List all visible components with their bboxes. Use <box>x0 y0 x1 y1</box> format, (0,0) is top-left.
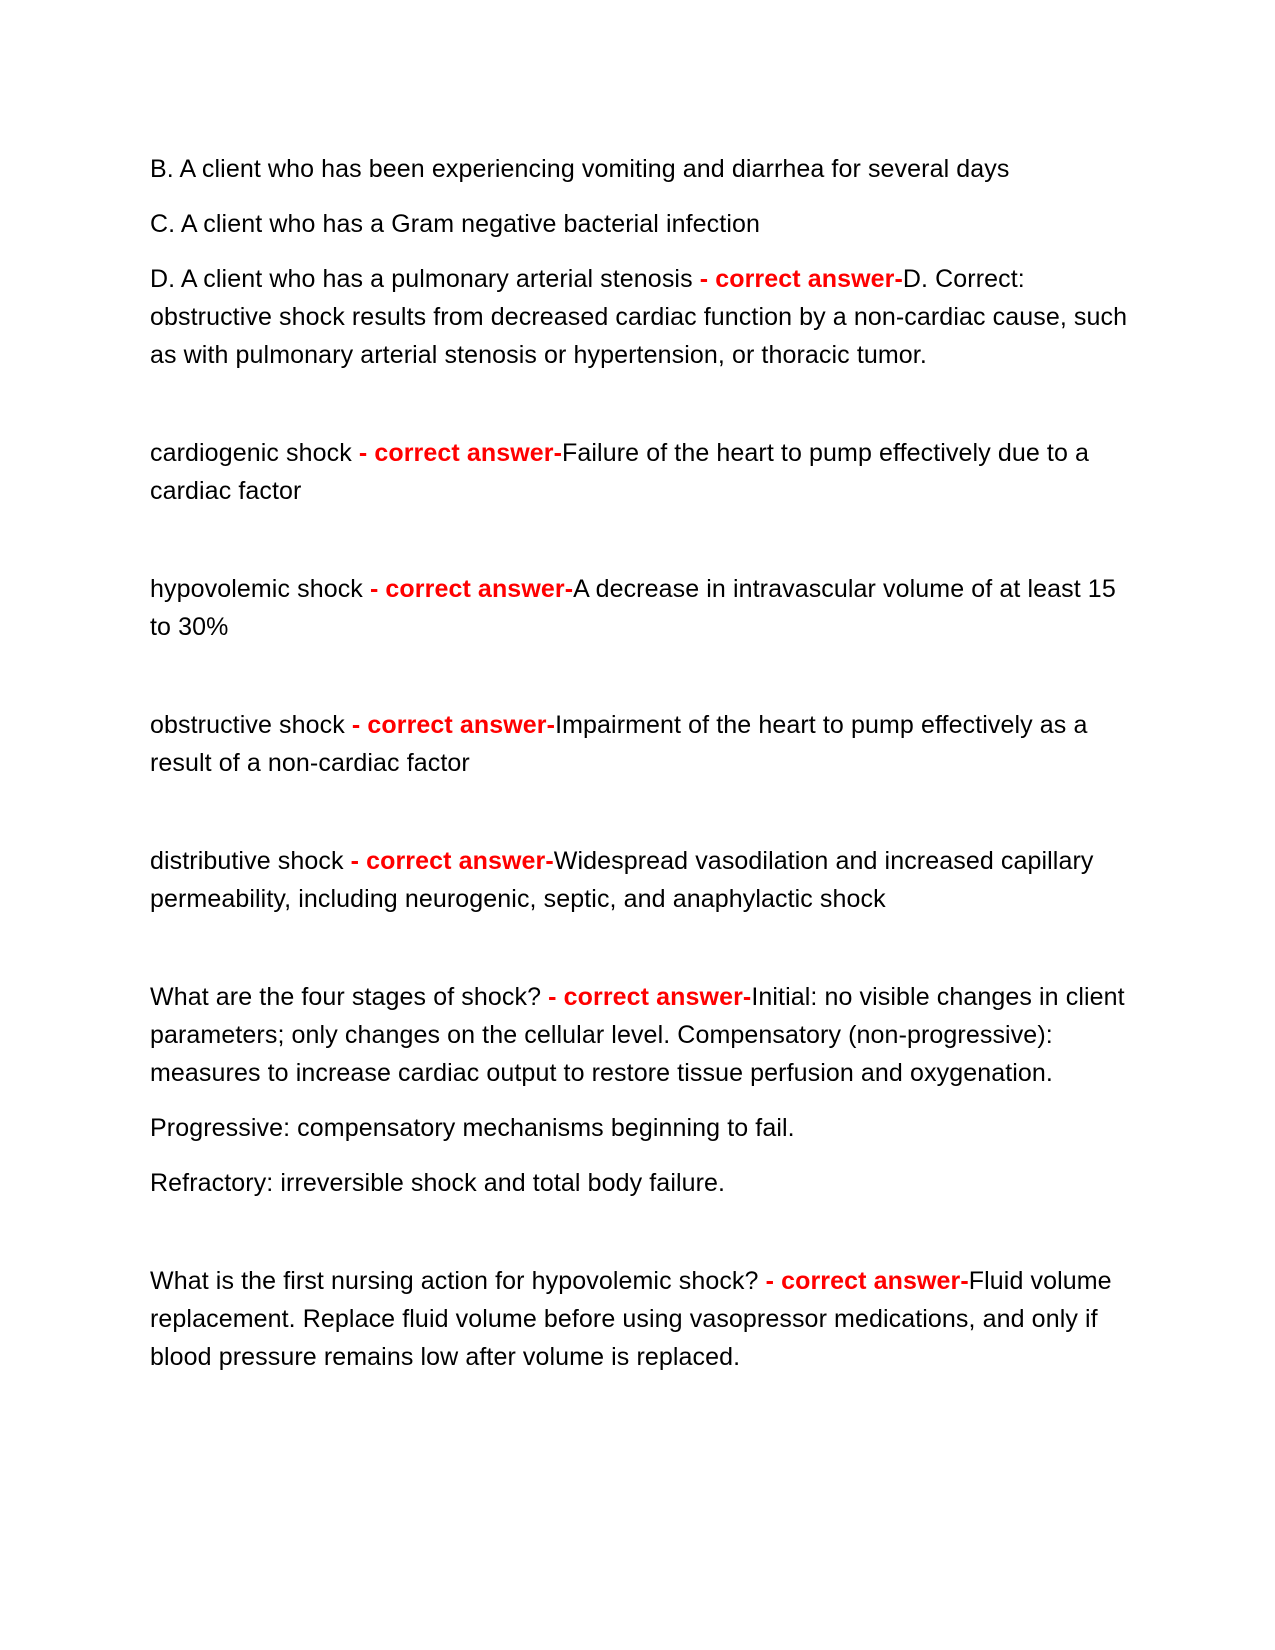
card-term: cardiogenic shock <box>150 439 359 467</box>
card-answer: Impairment of the heart to pump effectively as a result of a non-cardiac factor <box>150 711 1088 777</box>
card-cardiogenic <box>150 434 1135 510</box>
correct-answer-marker: - correct answer- <box>358 439 563 467</box>
option-d <box>150 260 1135 374</box>
card-distributive <box>150 842 1135 918</box>
card-obstructive <box>150 706 1135 782</box>
option-c: C. A client who has a Gram negative bacterial infection <box>150 210 760 238</box>
card-term: What are the four stages of shock? <box>150 983 549 1011</box>
stage-refractory: Refractory: irreversible shock and total body failure. <box>150 1169 726 1197</box>
correct-answer-marker: - correct answer- <box>351 711 556 739</box>
card-answer: Failure of the heart to pump effectively due to a cardiac factor <box>150 439 1090 505</box>
card-term: distributive shock <box>150 847 351 875</box>
card-hypovolemic <box>150 570 1135 646</box>
correct-answer-marker: - correct answer- <box>350 847 554 875</box>
page-content <box>150 150 1135 1376</box>
spacer <box>150 782 1135 842</box>
spacer <box>150 1202 1135 1262</box>
stage-progressive: Progressive: compensatory mechanisms beginning to fail. <box>150 1114 795 1142</box>
correct-answer-marker: - correct answer- <box>765 1267 969 1295</box>
option-b: B. A client who has been experiencing vomiting and diarrhea for several days <box>150 155 1010 183</box>
spacer <box>150 918 1135 978</box>
correct-answer-marker: - correct answer- <box>699 265 903 293</box>
spacer <box>150 374 1135 434</box>
card-answer: Widespread vasodilation and increased capillary permeability, including neurogenic, septic, and anaphylactic shock <box>150 847 1094 913</box>
card-first-nursing-action <box>150 1262 1135 1376</box>
option-d-text: D. A client who has a pulmonary arterial stenosis <box>150 265 700 293</box>
card-answer: Initial: no visible changes in client parameters; only changes on the cellular level. Compensatory (non-progressive): measures to increase cardiac output to restore tissue perfusion and oxygenation. <box>150 983 1125 1087</box>
card-term: obstructive shock <box>150 711 352 739</box>
card-four-stages <box>150 978 1135 1092</box>
card-answer: Fluid volume replacement. Replace fluid volume before using vasopressor medications, and only if blood pressure remains low after volume is replaced. <box>150 1267 1112 1371</box>
option-d-answer: D. Correct: obstructive shock results from decreased cardiac function by a non-cardiac cause, such as with pulmonary arterial stenosis or hypertension, or thoracic tumor. <box>150 265 1128 369</box>
correct-answer-marker: - correct answer- <box>369 575 574 603</box>
card-term: hypovolemic shock <box>150 575 370 603</box>
spacer <box>150 646 1135 706</box>
card-term: What is the first nursing action for hypovolemic shock? <box>150 1267 766 1295</box>
correct-answer-marker: - correct answer- <box>548 983 752 1011</box>
card-answer: A decrease in intravascular volume of at least 15 to 30% <box>150 575 1116 641</box>
spacer <box>150 510 1135 570</box>
